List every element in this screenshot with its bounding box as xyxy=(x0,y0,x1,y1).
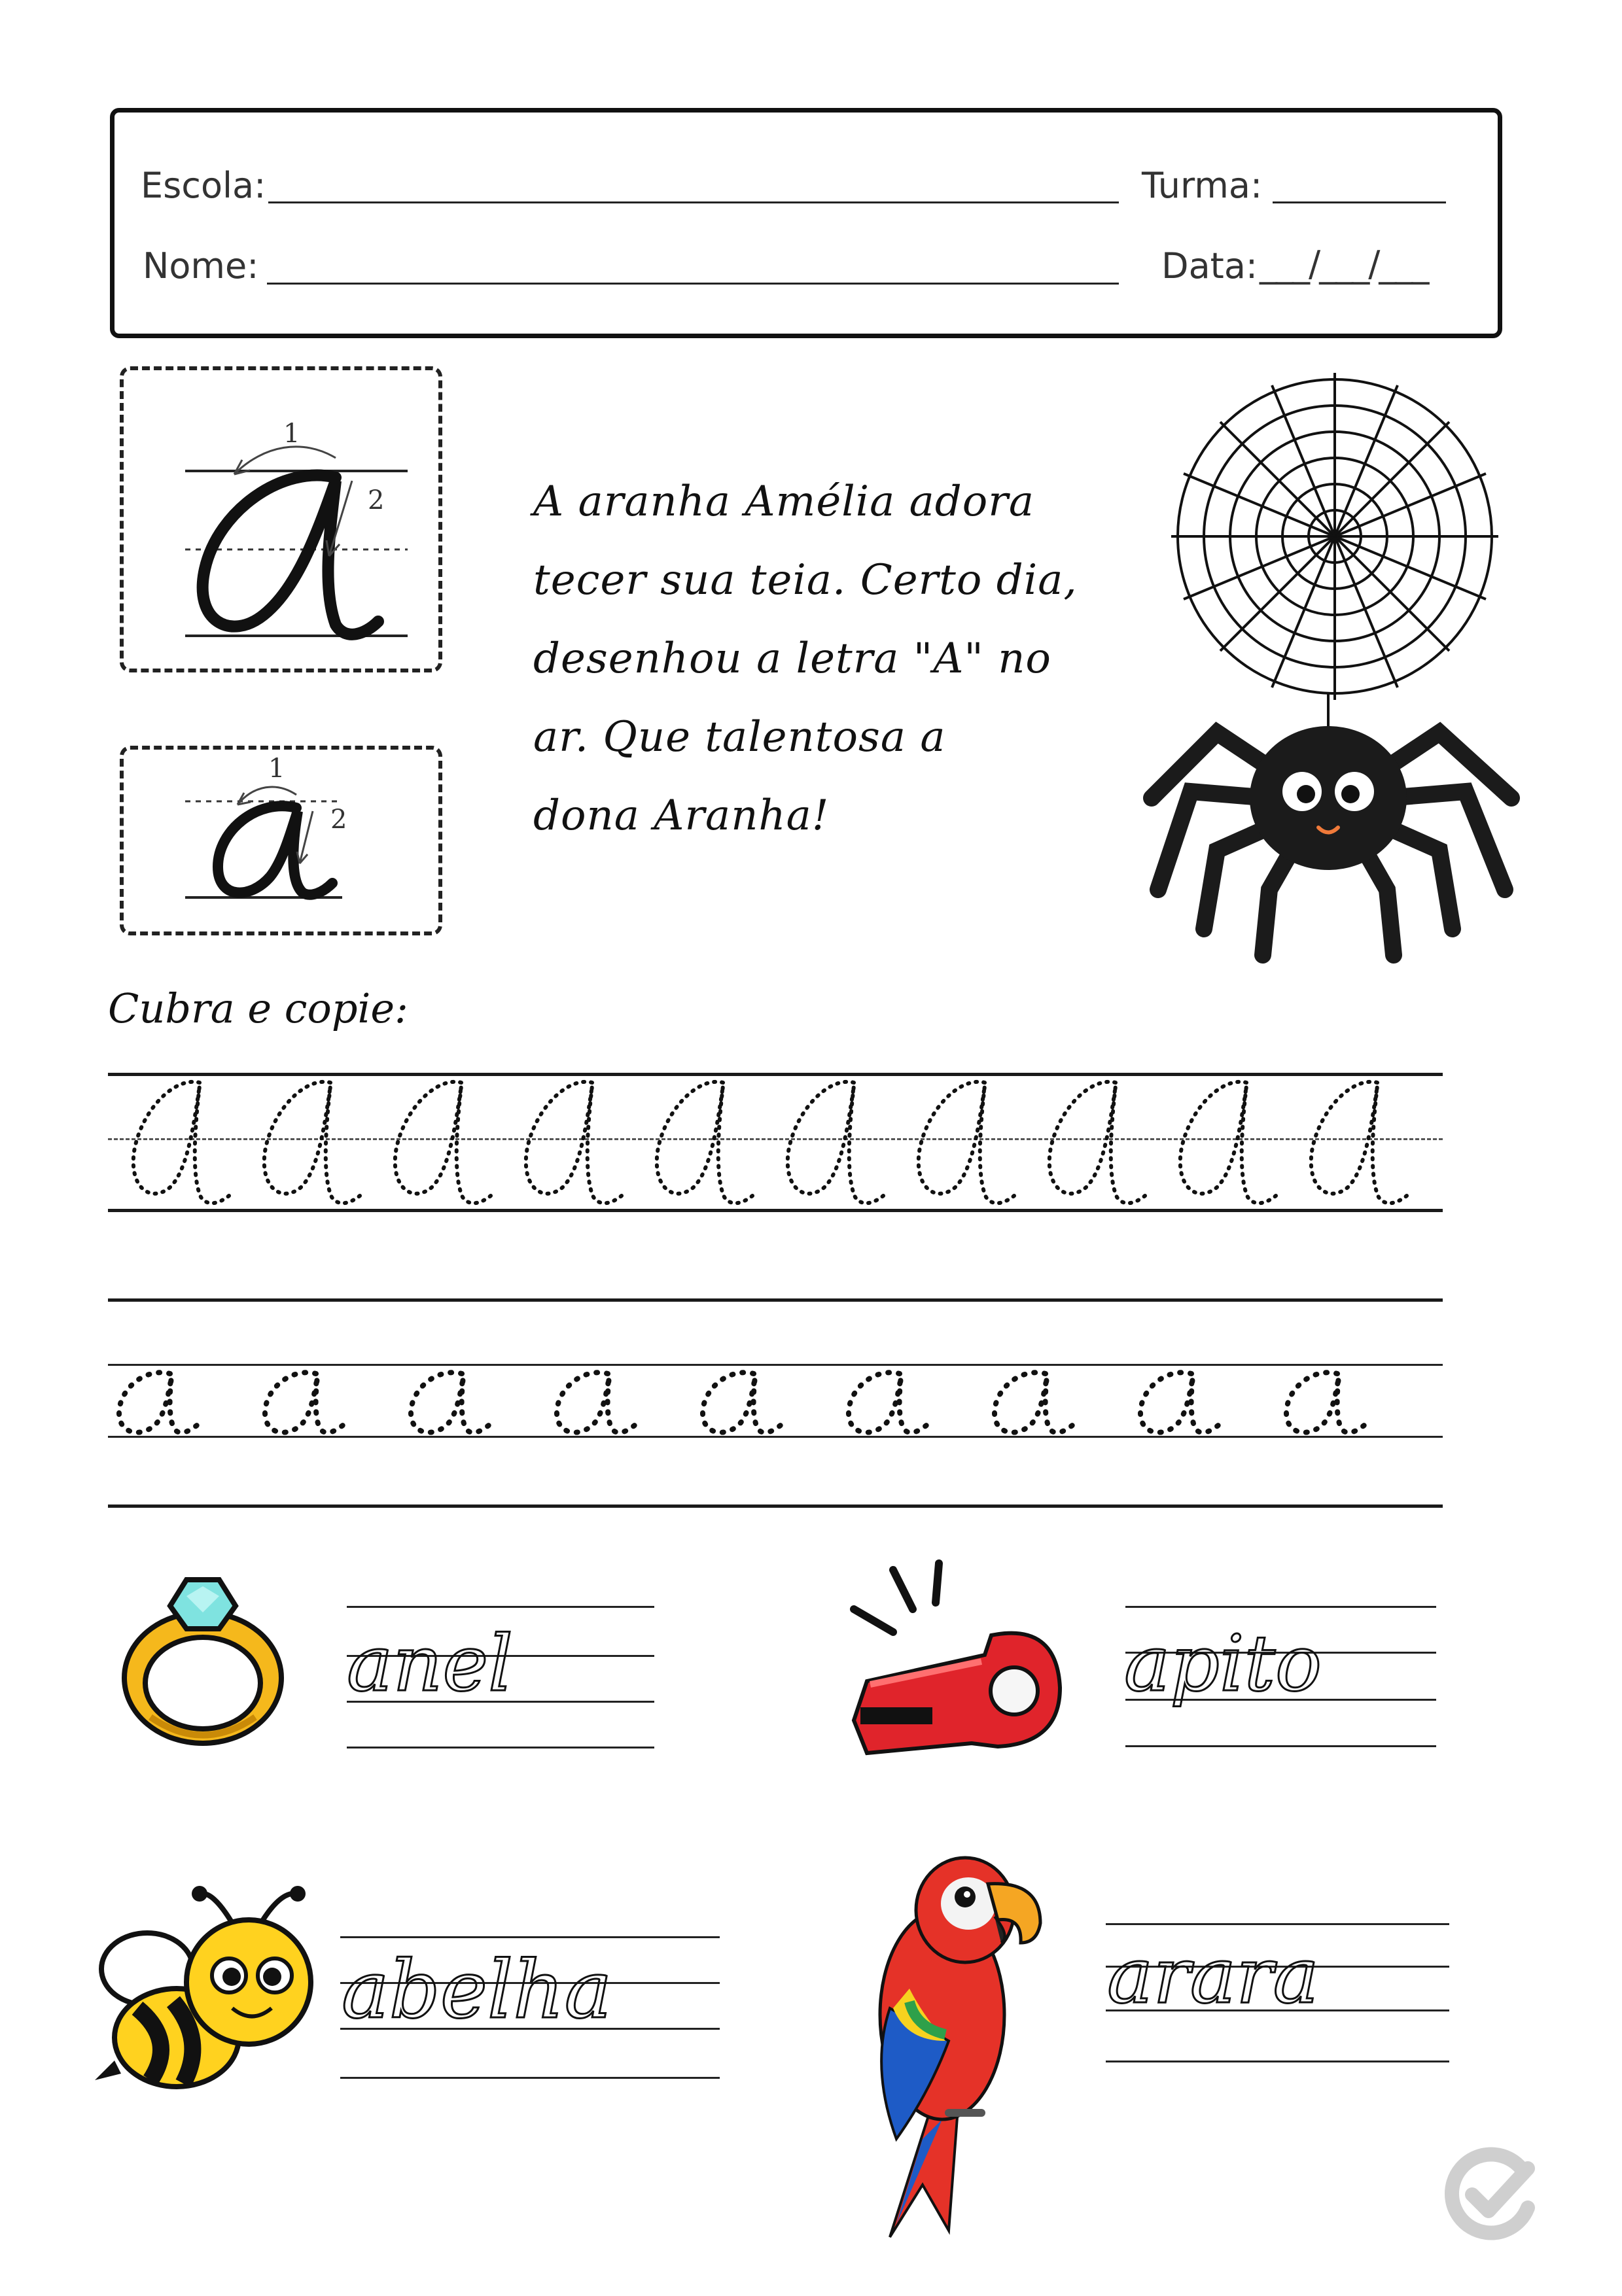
uppercase-a-trace-row[interactable] xyxy=(108,1073,1443,1213)
word-bottom-line xyxy=(347,1747,654,1748)
trace-word-arara[interactable]: arara xyxy=(1107,1930,1319,2021)
class-label: Turma: xyxy=(1142,165,1263,206)
date-field[interactable]: ___/___/___ xyxy=(1260,243,1428,285)
word-top-line xyxy=(340,1936,720,1938)
word-bottom-line xyxy=(1125,1745,1436,1747)
story-line: desenhou a letra "A" no xyxy=(533,635,1051,683)
school-field[interactable] xyxy=(268,201,1119,203)
word-top-line xyxy=(347,1606,654,1608)
story-line: ar. Que talentosa a xyxy=(533,713,946,761)
word-bottom-line xyxy=(340,2077,720,2079)
school-label: Escola: xyxy=(141,165,266,206)
whistle-icon xyxy=(841,1557,1070,1766)
word-top-line xyxy=(1125,1606,1436,1608)
story-text xyxy=(533,478,1078,840)
upper-step-1: 1 xyxy=(283,419,300,449)
spider-web-icon xyxy=(1138,366,1531,706)
uppercase-a-stroke-guide xyxy=(120,366,442,672)
name-label: Nome: xyxy=(143,245,259,287)
story-line: A aranha Amélia adora xyxy=(533,478,1035,526)
trace-word-anel[interactable]: anel xyxy=(347,1618,513,1709)
check-logo-icon xyxy=(1436,2142,1541,2247)
word-top-line xyxy=(1106,1923,1449,1925)
trace-word-apito[interactable]: apito xyxy=(1124,1618,1322,1709)
lower-step-1: 1 xyxy=(268,754,285,784)
instruction-text: Cubra e copie: xyxy=(108,984,408,1032)
lower-step-2: 2 xyxy=(330,805,347,835)
date-label: Data: xyxy=(1161,245,1258,287)
story-line: tecer sua teia. Certo dia, xyxy=(533,556,1078,604)
bee-icon xyxy=(92,1884,314,2100)
story-line: dona Aranha! xyxy=(533,791,830,840)
word-bottom-line xyxy=(1106,2061,1449,2062)
class-field[interactable] xyxy=(1273,201,1446,203)
trace-word-abelha[interactable]: abelha xyxy=(342,1943,612,2036)
lowercase-a-trace-row[interactable] xyxy=(108,1361,1443,1446)
student-info-box xyxy=(110,108,1502,338)
parrot-icon xyxy=(851,1845,1047,2244)
name-field[interactable] xyxy=(267,283,1119,285)
spider-icon xyxy=(1138,693,1531,968)
ring-icon xyxy=(111,1567,294,1756)
copy-line[interactable] xyxy=(108,1298,1443,1302)
copy-line[interactable] xyxy=(108,1505,1443,1508)
upper-step-2: 2 xyxy=(368,485,385,515)
